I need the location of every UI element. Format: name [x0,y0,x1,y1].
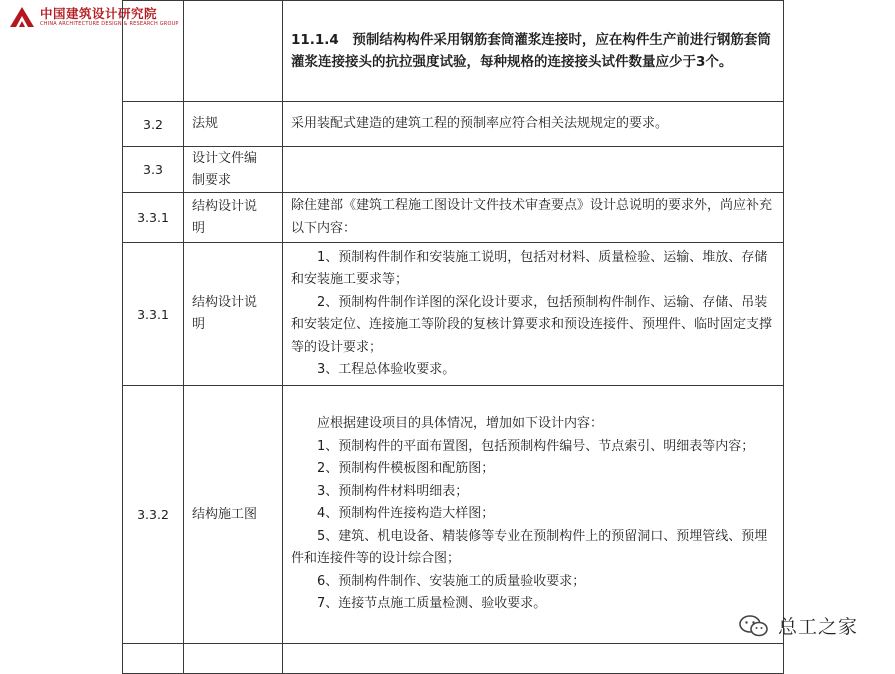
section-number: 3.3 [123,147,184,193]
list-item: 5、建筑、机电设备、精装修等专业在预制构件上的预留洞口、预埋管线、预埋件和连接件等的设计综合图； [291,528,768,567]
section-name-cell [184,1,283,102]
section-name [184,193,283,243]
table-row [123,147,784,193]
list-item: 7、连接节点施工质量检测、验收要求。 [317,596,547,612]
empty-cell [184,644,283,674]
section-number: 3.3.1 [123,243,184,386]
section-number: 3.3.1 [123,193,184,243]
section-content [283,243,784,386]
section-name [184,243,283,386]
section-name: 结构施工图 [184,386,283,644]
list-item: 2、预制构件制作详图的深化设计要求，包括预制构件制作、运输、存储、吊装和安装定位、连接施工等阶段的复核计算要求和预设连接件、预埋件、临时固定支撑等的设计要求； [291,294,773,355]
list-item: 4、预制构件连接构造大样图； [317,506,495,522]
section-content [283,386,784,644]
section-name-text: 结构设计说明 [192,198,258,236]
section-content [283,147,784,193]
table-row [123,193,784,243]
wechat-icon [738,614,770,638]
cadg-logo-icon [8,6,36,28]
list-item: 6、预制构件制作、安装施工的质量验收要求； [317,573,586,589]
section-number: 3.2 [123,102,184,147]
section-name-text: 结构设计说明 [192,295,258,332]
article-11-1-4-text: 11.1.4 预制结构构件采用钢筋套筒灌浆连接时，应在构件生产前进行钢筋套筒灌浆连接接头的抗拉强度试验，每种规格的连接接头试件数量应少于3个。 [283,1,784,102]
list-item: 3、工程总体验收要求。 [317,362,456,377]
logo-name-cn: 中国建筑设计研究院 [40,5,158,21]
spec-table [122,0,784,674]
watermark-text: 总工之家 [778,616,859,638]
section-number-cell [123,1,184,102]
list-item: 1、预制构件制作和安装施工说明，包括对材料、质量检验、运输、堆放、存储和安装施工要求等； [291,249,768,287]
empty-cell [283,644,784,674]
table-row [123,1,784,102]
table-row [123,243,784,386]
table-row [123,644,784,674]
section-number: 3.3.2 [123,386,184,644]
logo-name-en: CHINA ARCHITECTURE DESIGN & RESEARCH GROUP [40,20,179,27]
table-row [123,102,784,147]
list-item: 3、预制构件材料明细表； [317,483,469,499]
list-item: 1、预制构件的平面布置图，包括预制构件编号、节点索引、明细表等内容； [317,438,755,454]
watermark [738,612,858,639]
empty-cell [123,644,184,674]
list-item: 2、预制构件模板图和配筋图； [317,461,495,477]
list-item: 应根据建设项目的具体情况，增加如下设计内容： [317,416,604,432]
table-row [123,386,784,644]
section-name-text: 设计文件编制要求 [192,150,258,188]
section-content: 除住建部《建筑工程施工图设计文件技术审查要点》设计总说明的要求外，尚应补充以下内容： [283,193,784,243]
section-content: 采用装配式建造的建筑工程的预制率应符合相关法规规定的要求。 [283,102,784,147]
section-name: 法规 [184,102,283,147]
section-name [184,147,283,193]
